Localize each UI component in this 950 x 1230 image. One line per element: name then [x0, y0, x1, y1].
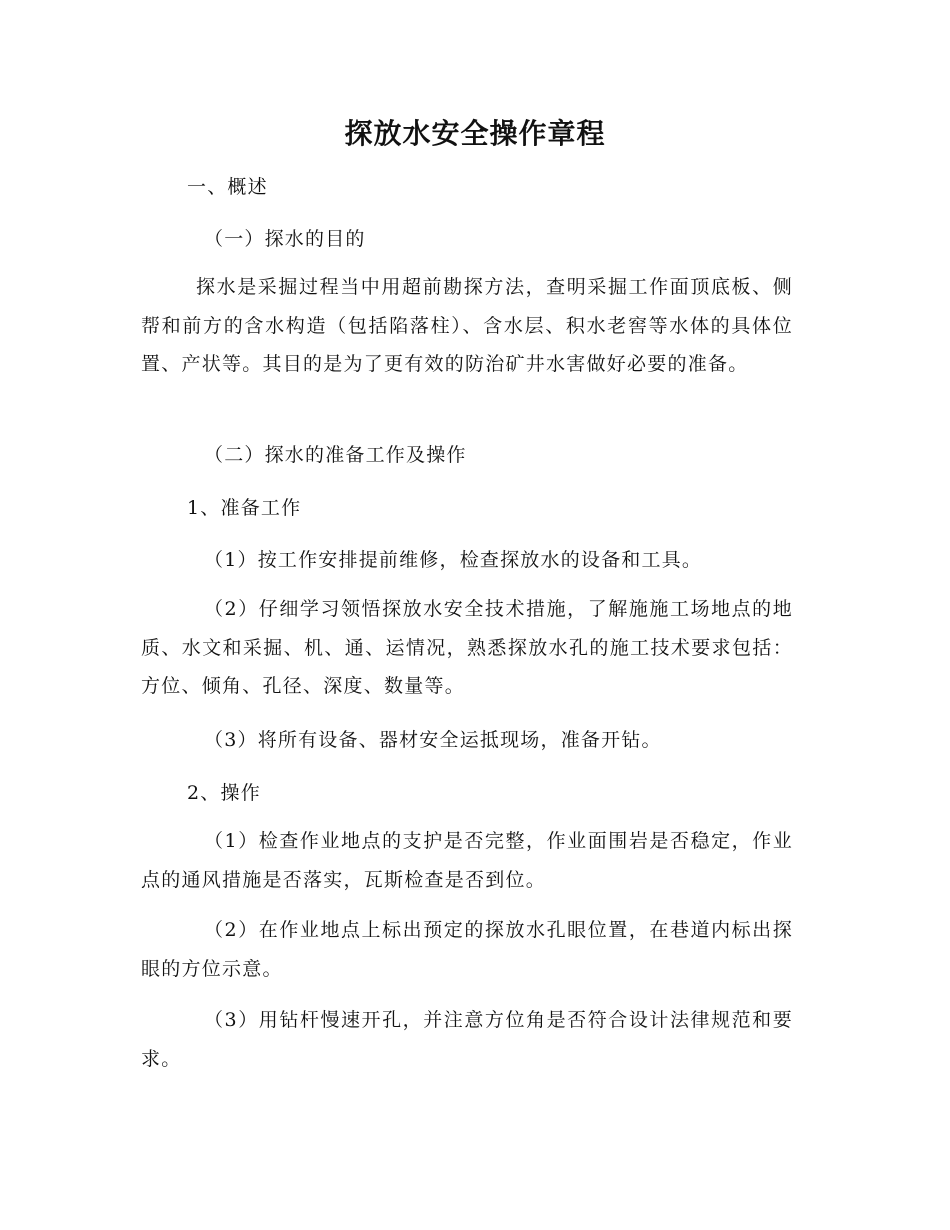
paragraph-prep-item-3: （3）将所有设备、器材安全运抵现场，准备开钻。	[204, 729, 662, 751]
paragraph-prep-item-2: （2）仔细学习领悟探放水安全技术措施，了解施施工场地点的地质、水文和采掘、机、通、运情况，熟悉探放水孔的施工技术要求包括：方位、倾角、孔径、深度、数量等。	[141, 598, 793, 697]
paragraph-prep-item-1: （1）按工作安排提前维修，检查探放水的设备和工具。	[204, 549, 703, 571]
paragraph-operation-item-3: （3）用钻杆慢速开孔，并注意方位角是否符合设计法律规范和要求。	[141, 1009, 793, 1070]
paragraph-purpose: 探水是采掘过程当中用超前勘探方法，查明采掘工作面顶底板、侧帮和前方的含水构造（包括陷落柱）、含水层、积水老窖等水体的具体位置、产状等。其目的是为了更有效的防治矿井水害做好必要的准备。	[141, 276, 793, 375]
paragraph-operation-item-2: （2）在作业地点上标出预定的探放水孔眼位置，在巷道内标出探眼的方位示意。	[141, 919, 793, 980]
document-title: 探放水安全操作章程	[344, 117, 606, 150]
section-heading-overview: 一、概述	[187, 176, 268, 198]
section-heading-operation: 2、操作	[187, 782, 261, 804]
subsection-heading-preparation: （二）探水的准备工作及操作	[204, 444, 467, 466]
paragraph-operation-item-1: （1）检查作业地点的支护是否完整，作业面围岩是否稳定，作业点的通风措施是否落实，瓦斯检查是否到位。	[141, 830, 793, 891]
subsection-heading-purpose: （一）探水的目的	[204, 228, 366, 250]
section-heading-prep-work: 1、准备工作	[187, 497, 302, 519]
